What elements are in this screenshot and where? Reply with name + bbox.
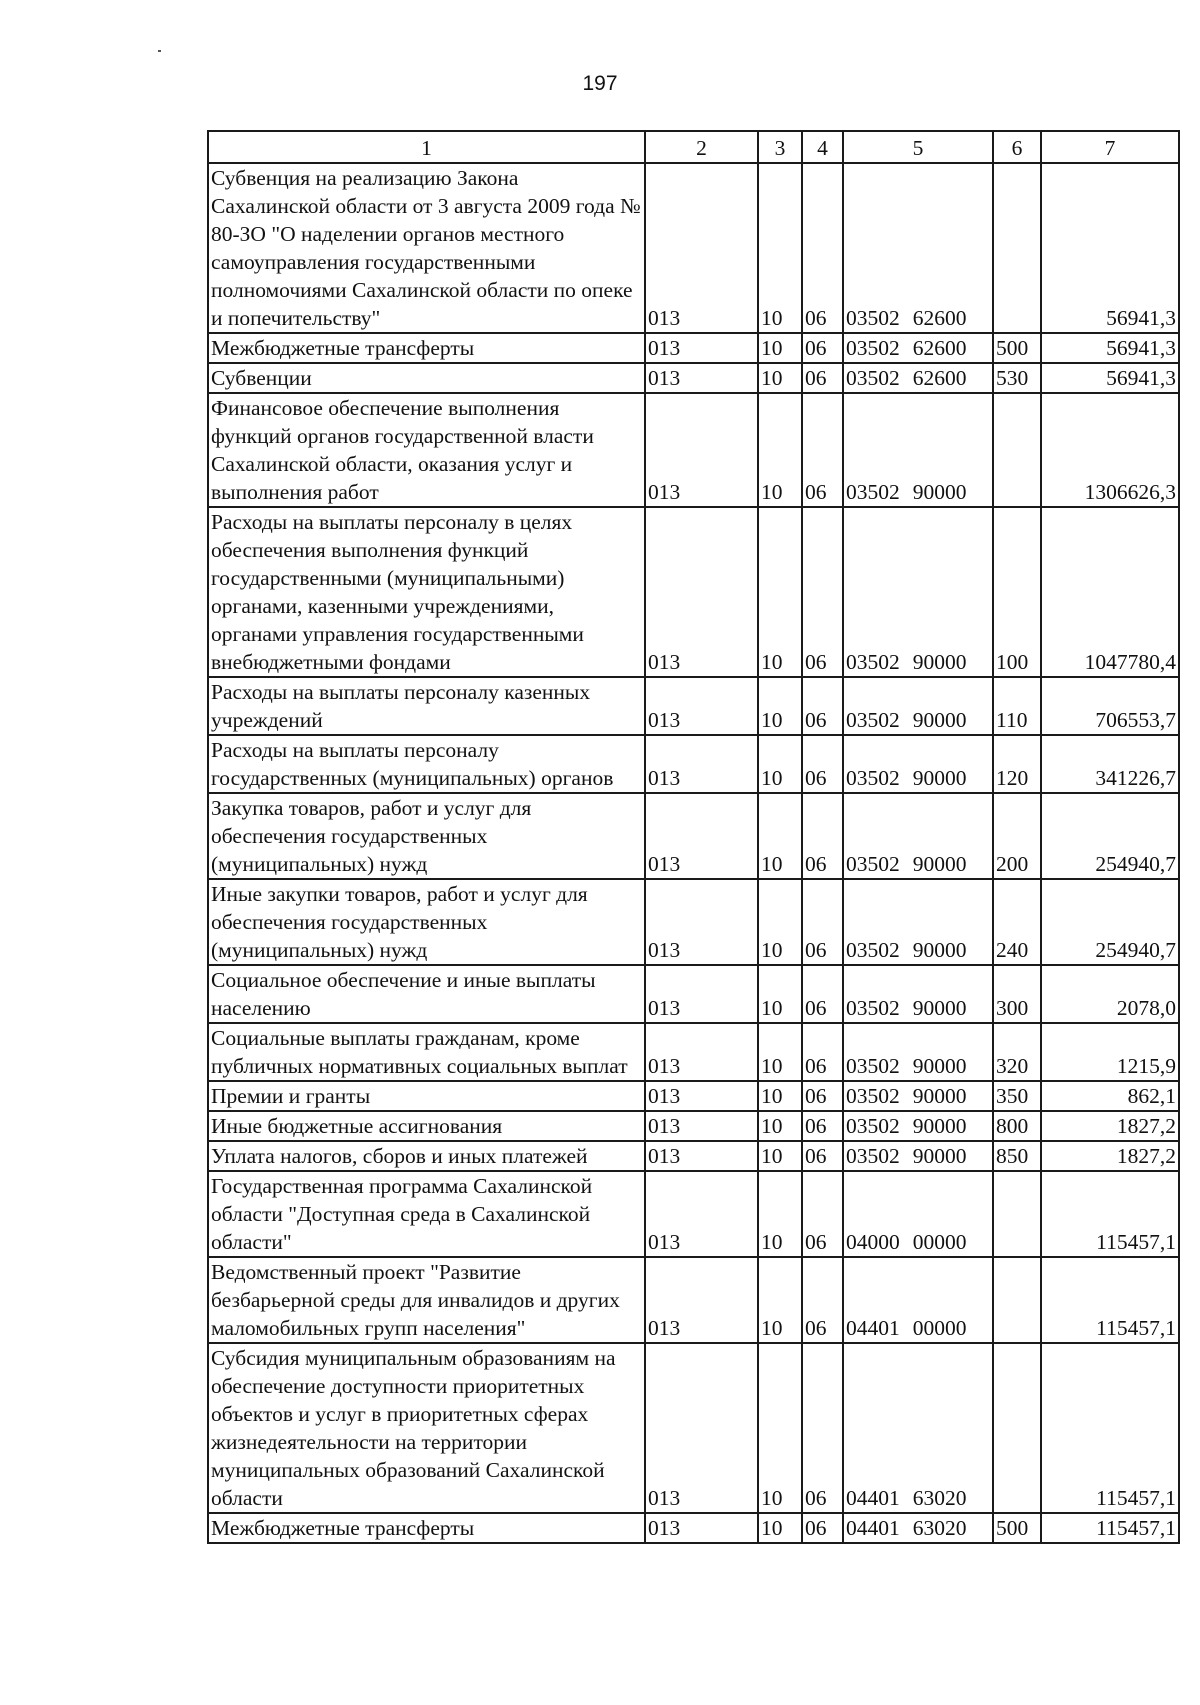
row-section-cell: 10 xyxy=(758,677,802,735)
row-target-article-cell xyxy=(843,1023,993,1081)
target-article-part-2: 00000 xyxy=(912,1316,967,1340)
target-article-part-2: 62600 xyxy=(912,336,967,360)
row-subsection-cell: 06 xyxy=(802,393,843,507)
target-article-part-1: 03502 xyxy=(846,306,900,330)
table-row xyxy=(208,677,1179,735)
header-col-4: 4 xyxy=(802,131,843,163)
row-section-cell: 10 xyxy=(758,1513,802,1543)
row-subsection-cell: 06 xyxy=(802,1257,843,1343)
row-admin-code-cell: 013 xyxy=(645,1171,758,1257)
row-admin-code-cell: 013 xyxy=(645,793,758,879)
row-target-article-cell xyxy=(843,363,993,393)
row-admin-code-cell: 013 xyxy=(645,163,758,333)
row-section-cell: 10 xyxy=(758,1171,802,1257)
row-subsection-cell: 06 xyxy=(802,1081,843,1111)
row-target-article-cell xyxy=(843,163,993,333)
row-section-cell: 10 xyxy=(758,735,802,793)
target-article-part-1: 03502 xyxy=(846,1144,900,1168)
table-row xyxy=(208,393,1179,507)
row-subsection-cell: 06 xyxy=(802,879,843,965)
row-subsection-cell: 06 xyxy=(802,677,843,735)
row-expense-type-cell xyxy=(993,163,1041,333)
table-row xyxy=(208,507,1179,677)
row-name-cell: Иные закупки товаров, работ и услуг для обеспечения государственных (муниципальных) нужд xyxy=(208,879,645,965)
row-section-cell: 10 xyxy=(758,879,802,965)
row-admin-code-cell: 013 xyxy=(645,1081,758,1111)
row-subsection-cell: 06 xyxy=(802,1141,843,1171)
header-col-2: 2 xyxy=(645,131,758,163)
row-subsection-cell: 06 xyxy=(802,507,843,677)
table-row xyxy=(208,163,1179,333)
row-subsection-cell: 06 xyxy=(802,965,843,1023)
header-col-5: 5 xyxy=(843,131,993,163)
row-subsection-cell: 06 xyxy=(802,1343,843,1513)
row-amount-cell: 115457,1 xyxy=(1041,1343,1179,1513)
row-target-article-cell xyxy=(843,1257,993,1343)
row-name-cell: Социальные выплаты гражданам, кроме публичных нормативных социальных выплат xyxy=(208,1023,645,1081)
row-admin-code-cell: 013 xyxy=(645,879,758,965)
row-expense-type-cell: 500 xyxy=(993,1513,1041,1543)
page-number: 197 xyxy=(582,72,618,95)
row-section-cell: 10 xyxy=(758,163,802,333)
target-article-part-1: 04401 xyxy=(846,1316,900,1340)
row-name-cell: Финансовое обеспечение выполнения функций органов государственной власти Сахалинской области, оказания услуг и выполнения работ xyxy=(208,393,645,507)
row-section-cell: 10 xyxy=(758,1081,802,1111)
row-amount-cell: 56941,3 xyxy=(1041,333,1179,363)
row-expense-type-cell: 320 xyxy=(993,1023,1041,1081)
row-amount-cell: 115457,1 xyxy=(1041,1513,1179,1543)
target-article-part-1: 03502 xyxy=(846,852,900,876)
target-article-part-1: 03502 xyxy=(846,996,900,1020)
row-section-cell: 10 xyxy=(758,965,802,1023)
budget-table xyxy=(207,130,1180,1544)
header-row xyxy=(208,131,1179,163)
target-article-part-2: 62600 xyxy=(912,366,967,390)
row-name-cell: Закупка товаров, работ и услуг для обеспечения государственных (муниципальных) нужд xyxy=(208,793,645,879)
row-expense-type-cell xyxy=(993,1257,1041,1343)
row-admin-code-cell: 013 xyxy=(645,1111,758,1141)
table-row xyxy=(208,965,1179,1023)
target-article-part-2: 90000 xyxy=(912,650,967,674)
row-admin-code-cell: 013 xyxy=(645,965,758,1023)
target-article-part-2: 63020 xyxy=(912,1486,967,1510)
row-target-article-cell xyxy=(843,677,993,735)
row-expense-type-cell: 100 xyxy=(993,507,1041,677)
target-article-part-2: 90000 xyxy=(912,480,967,504)
table-row xyxy=(208,1171,1179,1257)
target-article-part-1: 03502 xyxy=(846,766,900,790)
row-amount-cell: 341226,7 xyxy=(1041,735,1179,793)
table-row xyxy=(208,333,1179,363)
table-row xyxy=(208,1513,1179,1543)
row-section-cell: 10 xyxy=(758,507,802,677)
target-article-part-2: 90000 xyxy=(912,1114,967,1138)
row-section-cell: 10 xyxy=(758,363,802,393)
target-article-part-2: 90000 xyxy=(912,938,967,962)
row-name-cell: Расходы на выплаты персоналу в целях обеспечения выполнения функций государственными (муниципальными) органами, казенными учреждениями, органами управления государственными внебюджетными фондами xyxy=(208,507,645,677)
target-article-part-2: 90000 xyxy=(912,766,967,790)
table-row xyxy=(208,1141,1179,1171)
row-amount-cell: 56941,3 xyxy=(1041,163,1179,333)
table-row xyxy=(208,1343,1179,1513)
row-subsection-cell: 06 xyxy=(802,363,843,393)
row-section-cell: 10 xyxy=(758,393,802,507)
row-target-article-cell xyxy=(843,1141,993,1171)
target-article-part-1: 03502 xyxy=(846,366,900,390)
row-expense-type-cell: 500 xyxy=(993,333,1041,363)
row-admin-code-cell: 013 xyxy=(645,1343,758,1513)
table-row xyxy=(208,1081,1179,1111)
row-target-article-cell xyxy=(843,1343,993,1513)
header-col-1: 1 xyxy=(208,131,645,163)
row-admin-code-cell: 013 xyxy=(645,333,758,363)
row-expense-type-cell: 120 xyxy=(993,735,1041,793)
row-name-cell: Иные бюджетные ассигнования xyxy=(208,1111,645,1141)
row-name-cell: Социальное обеспечение и иные выплаты населению xyxy=(208,965,645,1023)
row-target-article-cell xyxy=(843,1171,993,1257)
target-article-part-2: 62600 xyxy=(912,306,967,330)
row-amount-cell: 1827,2 xyxy=(1041,1111,1179,1141)
header-col-7: 7 xyxy=(1041,131,1179,163)
header-col-3: 3 xyxy=(758,131,802,163)
row-name-cell: Уплата налогов, сборов и иных платежей xyxy=(208,1141,645,1171)
row-amount-cell: 1047780,4 xyxy=(1041,507,1179,677)
row-amount-cell: 56941,3 xyxy=(1041,363,1179,393)
row-subsection-cell: 06 xyxy=(802,1171,843,1257)
row-admin-code-cell: 013 xyxy=(645,1141,758,1171)
row-subsection-cell: 06 xyxy=(802,1513,843,1543)
table-row xyxy=(208,1257,1179,1343)
row-target-article-cell xyxy=(843,1111,993,1141)
row-subsection-cell: 06 xyxy=(802,163,843,333)
row-section-cell: 10 xyxy=(758,333,802,363)
row-admin-code-cell: 013 xyxy=(645,1257,758,1343)
row-name-cell: Расходы на выплаты персоналу казенных учреждений xyxy=(208,677,645,735)
row-name-cell: Субсидия муниципальным образованиям на обеспечение доступности приоритетных объектов и услуг в приоритетных сферах жизнедеятельности на территории муниципальных образований Сахалинской области xyxy=(208,1343,645,1513)
row-amount-cell: 1827,2 xyxy=(1041,1141,1179,1171)
row-expense-type-cell: 200 xyxy=(993,793,1041,879)
row-target-article-cell xyxy=(843,393,993,507)
row-expense-type-cell xyxy=(993,393,1041,507)
row-subsection-cell: 06 xyxy=(802,1023,843,1081)
target-article-part-2: 63020 xyxy=(912,1516,967,1540)
row-admin-code-cell: 013 xyxy=(645,1023,758,1081)
row-name-cell: Субвенция на реализацию Закона Сахалинской области от 3 августа 2009 года № 80-ЗО "О наделении органов местного самоуправления государственными полномочиями Сахалинской области по опеке и попечительству" xyxy=(208,163,645,333)
row-section-cell: 10 xyxy=(758,1343,802,1513)
row-expense-type-cell: 240 xyxy=(993,879,1041,965)
row-expense-type-cell: 530 xyxy=(993,363,1041,393)
row-target-article-cell xyxy=(843,1513,993,1543)
row-name-cell: Ведомственный проект "Развитие безбарьерной среды для инвалидов и других маломобильных групп населения" xyxy=(208,1257,645,1343)
row-name-cell: Премии и гранты xyxy=(208,1081,645,1111)
target-article-part-1: 04401 xyxy=(846,1516,900,1540)
target-article-part-1: 03502 xyxy=(846,938,900,962)
row-admin-code-cell: 013 xyxy=(645,1513,758,1543)
row-section-cell: 10 xyxy=(758,1141,802,1171)
row-target-article-cell xyxy=(843,879,993,965)
row-target-article-cell xyxy=(843,793,993,879)
row-section-cell: 10 xyxy=(758,1023,802,1081)
row-admin-code-cell: 013 xyxy=(645,677,758,735)
row-name-cell: Межбюджетные трансферты xyxy=(208,333,645,363)
row-expense-type-cell: 850 xyxy=(993,1141,1041,1171)
row-amount-cell: 1306626,3 xyxy=(1041,393,1179,507)
row-subsection-cell: 06 xyxy=(802,333,843,363)
row-expense-type-cell: 110 xyxy=(993,677,1041,735)
row-amount-cell: 862,1 xyxy=(1041,1081,1179,1111)
row-name-cell: Субвенции xyxy=(208,363,645,393)
row-target-article-cell xyxy=(843,735,993,793)
table-row xyxy=(208,879,1179,965)
row-expense-type-cell xyxy=(993,1343,1041,1513)
row-admin-code-cell: 013 xyxy=(645,393,758,507)
row-expense-type-cell xyxy=(993,1171,1041,1257)
table-row xyxy=(208,735,1179,793)
target-article-part-1: 03502 xyxy=(846,1114,900,1138)
table-body xyxy=(208,163,1179,1543)
row-admin-code-cell: 013 xyxy=(645,507,758,677)
target-article-part-1: 03502 xyxy=(846,708,900,732)
row-target-article-cell xyxy=(843,333,993,363)
row-section-cell: 10 xyxy=(758,793,802,879)
target-article-part-1: 03502 xyxy=(846,480,900,504)
target-article-part-2: 90000 xyxy=(912,852,967,876)
table-row xyxy=(208,363,1179,393)
row-target-article-cell xyxy=(843,507,993,677)
header-col-6: 6 xyxy=(993,131,1041,163)
target-article-part-1: 03502 xyxy=(846,336,900,360)
row-section-cell: 10 xyxy=(758,1257,802,1343)
target-article-part-2: 90000 xyxy=(912,996,967,1020)
row-amount-cell: 1215,9 xyxy=(1041,1023,1179,1081)
target-article-part-1: 03502 xyxy=(846,650,900,674)
table-row xyxy=(208,793,1179,879)
row-expense-type-cell: 350 xyxy=(993,1081,1041,1111)
target-article-part-2: 90000 xyxy=(912,708,967,732)
row-amount-cell: 254940,7 xyxy=(1041,793,1179,879)
table-row xyxy=(208,1023,1179,1081)
row-amount-cell: 706553,7 xyxy=(1041,677,1179,735)
scan-speck xyxy=(158,50,161,52)
target-article-part-1: 04401 xyxy=(846,1486,900,1510)
target-article-part-1: 04000 xyxy=(846,1230,900,1254)
row-amount-cell: 115457,1 xyxy=(1041,1171,1179,1257)
table-row xyxy=(208,1111,1179,1141)
target-article-part-1: 03502 xyxy=(846,1054,900,1078)
row-name-cell: Межбюджетные трансферты xyxy=(208,1513,645,1543)
row-name-cell: Государственная программа Сахалинской области "Доступная среда в Сахалинской области" xyxy=(208,1171,645,1257)
row-admin-code-cell: 013 xyxy=(645,735,758,793)
row-subsection-cell: 06 xyxy=(802,793,843,879)
row-admin-code-cell: 013 xyxy=(645,363,758,393)
target-article-part-2: 90000 xyxy=(912,1084,967,1108)
row-name-cell: Расходы на выплаты персоналу государственных (муниципальных) органов xyxy=(208,735,645,793)
target-article-part-2: 00000 xyxy=(912,1230,967,1254)
row-target-article-cell xyxy=(843,1081,993,1111)
row-amount-cell: 254940,7 xyxy=(1041,879,1179,965)
target-article-part-2: 90000 xyxy=(912,1054,967,1078)
target-article-part-1: 03502 xyxy=(846,1084,900,1108)
target-article-part-2: 90000 xyxy=(912,1144,967,1168)
row-subsection-cell: 06 xyxy=(802,735,843,793)
row-expense-type-cell: 300 xyxy=(993,965,1041,1023)
row-amount-cell: 2078,0 xyxy=(1041,965,1179,1023)
row-target-article-cell xyxy=(843,965,993,1023)
row-expense-type-cell: 800 xyxy=(993,1111,1041,1141)
row-amount-cell: 115457,1 xyxy=(1041,1257,1179,1343)
row-subsection-cell: 06 xyxy=(802,1111,843,1141)
row-section-cell: 10 xyxy=(758,1111,802,1141)
